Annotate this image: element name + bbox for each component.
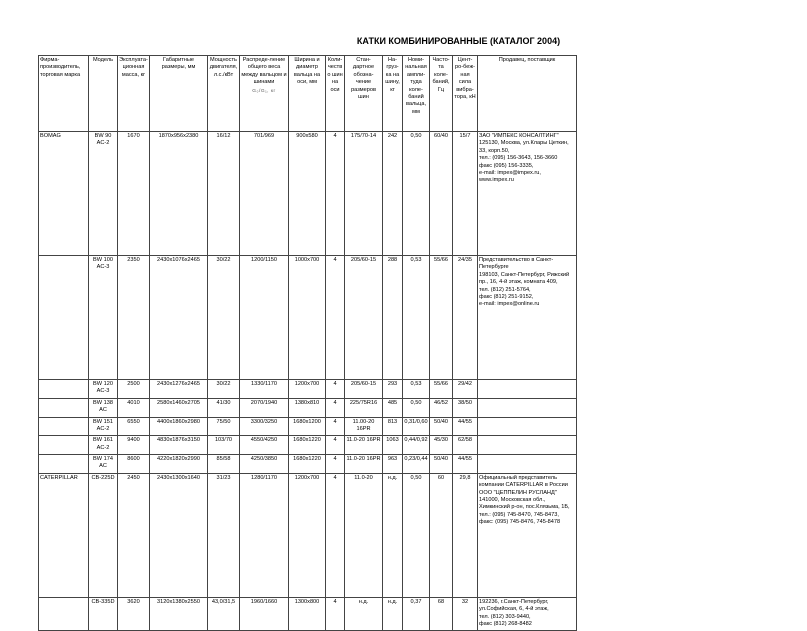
col-header-weight-text: Распреде-ление общего веса между вальцом и шинами xyxy=(241,57,287,86)
cell-drum: 900x580 xyxy=(289,132,326,256)
seller-line: www.impex.ru xyxy=(479,177,514,184)
cell-drum: 1680x1200 xyxy=(289,417,326,436)
cell-mass: 3620 xyxy=(118,597,150,631)
cell-dims: 4220x1820x2990 xyxy=(150,455,208,474)
table-row xyxy=(39,398,577,417)
cell-firm: BOMAG xyxy=(39,132,89,256)
cell-mass: 6550 xyxy=(118,417,150,436)
cell-seller xyxy=(478,473,577,597)
seller-line: 141000, Московская обл., Химкинский р-он, пос.Клязьма, 1Б, xyxy=(479,496,570,511)
page-title: КАТКИ КОМБИНИРОВАННЫЕ (КАТАЛОГ 2004) xyxy=(356,36,561,46)
cell-force: 38/50 xyxy=(453,398,478,417)
cell-dims: 4400x1860x2980 xyxy=(150,417,208,436)
cell-weight: 1330/1170 xyxy=(240,380,289,399)
cell-force: 32 xyxy=(453,597,478,631)
cell-power: 41/30 xyxy=(208,398,240,417)
catalog-table xyxy=(38,55,577,631)
cell-drum: 1380x810 xyxy=(289,398,326,417)
cell-tires: 4 xyxy=(326,132,345,256)
table-row xyxy=(39,455,577,474)
cell-tire-size: 205/60-15 xyxy=(345,256,383,380)
cell-tires: 4 xyxy=(326,473,345,597)
table-row xyxy=(39,417,577,436)
cell-mass: 2500 xyxy=(118,380,150,399)
cell-power: 103/70 xyxy=(208,436,240,455)
cell-model: BW 151 AC-2 xyxy=(89,417,118,436)
cell-load: 485 xyxy=(383,398,403,417)
col-header-tire-size: Стан-дартное обозна-чение размеров шин xyxy=(345,56,383,132)
cell-freq: 68 xyxy=(430,597,453,631)
cell-amplitude: 0,53 xyxy=(403,256,430,380)
cell-dims: 2430x1076x2465 xyxy=(150,256,208,380)
cell-mass: 4010 xyxy=(118,398,150,417)
table-row xyxy=(39,132,577,256)
cell-power: 16/12 xyxy=(208,132,240,256)
table-body xyxy=(39,132,577,631)
cell-power: 30/22 xyxy=(208,256,240,380)
cell-seller xyxy=(478,380,577,399)
cell-tire-size: 11.0-20 xyxy=(345,473,383,597)
cell-load: н.д. xyxy=(383,597,403,631)
cell-dims: 2580x1460x2705 xyxy=(150,398,208,417)
seller-line: Представительство в Санкт-Петербурге xyxy=(479,257,554,271)
header-row xyxy=(39,56,577,132)
cell-dims: 3120x1380x2550 xyxy=(150,597,208,631)
cell-power: 30/22 xyxy=(208,380,240,399)
cell-load: 1063 xyxy=(383,436,403,455)
col-header-drum: Ширина и диаметр вальца на оси, мм xyxy=(289,56,326,132)
cell-mass: 2450 xyxy=(118,473,150,597)
cell-amplitude: 0,50 xyxy=(403,398,430,417)
cell-seller xyxy=(478,132,577,256)
cell-force: 15/7 xyxy=(453,132,478,256)
cell-freq: 46/52 xyxy=(430,398,453,417)
seller-line: тел. (812) 303-9440, xyxy=(479,613,531,620)
cell-load: 293 xyxy=(383,380,403,399)
cell-dims: 2430x1300x1640 xyxy=(150,473,208,597)
cell-firm xyxy=(39,597,89,631)
cell-tires: 4 xyxy=(326,380,345,399)
catalog-table-wrapper xyxy=(38,55,576,627)
seller-line: факс: (095) 745-8476, 745-8478 xyxy=(479,519,561,525)
cell-tire-size: 11.0-20 16PR xyxy=(345,436,383,455)
cell-power: 43,0/31,5 xyxy=(208,597,240,631)
cell-model: CB-335D xyxy=(89,597,118,631)
cell-model: BW 161 AC-2 xyxy=(89,436,118,455)
cell-tires: 4 xyxy=(326,256,345,380)
cell-freq: 45/30 xyxy=(430,436,453,455)
cell-force: 44/55 xyxy=(453,417,478,436)
cell-tire-size: 11.00-20 16PR xyxy=(345,417,383,436)
cell-tires: 4 xyxy=(326,597,345,631)
cell-firm xyxy=(39,455,89,474)
cell-tires: 4 xyxy=(326,417,345,436)
cell-mass: 2350 xyxy=(118,256,150,380)
cell-firm xyxy=(39,436,89,455)
cell-dims: 4830x1876x3150 xyxy=(150,436,208,455)
cell-weight: 1200/1150 xyxy=(240,256,289,380)
cell-power: 75/50 xyxy=(208,417,240,436)
cell-seller xyxy=(478,398,577,417)
cell-load: н.д. xyxy=(383,473,403,597)
cell-mass: 9400 xyxy=(118,436,150,455)
cell-freq: 50/40 xyxy=(430,417,453,436)
table-row xyxy=(39,436,577,455)
cell-weight: 3300/3250 xyxy=(240,417,289,436)
cell-weight: 2070/1940 xyxy=(240,398,289,417)
col-header-mass: Эксплуата-ционная масса, кг xyxy=(118,56,150,132)
cell-tire-size: 11.0-20 16PR xyxy=(345,455,383,474)
cell-dims: 2430x1276x2465 xyxy=(150,380,208,399)
cell-drum: 1680x1220 xyxy=(289,455,326,474)
cell-drum: 1300x800 xyxy=(289,597,326,631)
col-header-weight xyxy=(240,56,289,132)
cell-freq: 55/66 xyxy=(430,256,453,380)
cell-model: BW 90 AC-2 xyxy=(89,132,118,256)
cell-drum: 1200x700 xyxy=(289,380,326,399)
cell-load: 813 xyxy=(383,417,403,436)
seller-line: факс (812) 251-9152, xyxy=(479,293,534,300)
col-header-seller: Продавец, поставщик xyxy=(478,56,577,132)
cell-tire-size: н.д. xyxy=(345,597,383,631)
cell-seller xyxy=(478,597,577,631)
cell-force: 44/55 xyxy=(453,455,478,474)
cell-model: CB-225D xyxy=(89,473,118,597)
cell-power: 31/23 xyxy=(208,473,240,597)
seller-line: e-mail: impex@online.ru xyxy=(479,301,540,308)
cell-seller xyxy=(478,256,577,380)
cell-tire-size: 225/75R16 xyxy=(345,398,383,417)
cell-amplitude: 0,50 xyxy=(403,473,430,597)
cell-weight: 4550/4250 xyxy=(240,436,289,455)
cell-load: 242 xyxy=(383,132,403,256)
table-row xyxy=(39,597,577,631)
cell-power: 85/58 xyxy=(208,455,240,474)
cell-tires: 4 xyxy=(326,455,345,474)
seller-line: e-mail: impex@impex.ru, xyxy=(479,169,541,176)
cell-tires: 4 xyxy=(326,436,345,455)
cell-weight: 701/969 xyxy=(240,132,289,256)
table-row xyxy=(39,256,577,380)
cell-model: BW 174 AC xyxy=(89,455,118,474)
col-header-power: Мощность двигателя, л.с./кВт xyxy=(208,56,240,132)
seller-line: тел.: (095) 156-3643, 156-3660 xyxy=(479,155,558,162)
cell-force: 29,8 xyxy=(453,473,478,597)
cell-weight: 1280/1170 xyxy=(240,473,289,597)
cell-drum: 1000x700 xyxy=(289,256,326,380)
cell-load: 963 xyxy=(383,455,403,474)
cell-amplitude: 0,44/0,92 xyxy=(403,436,430,455)
cell-tires: 4 xyxy=(326,398,345,417)
seller-line: факс (812) 268-8482 xyxy=(479,620,532,627)
seller-line: тел.: (095) 745-8470, 745-8473, xyxy=(479,511,559,518)
cell-force: 24/35 xyxy=(453,256,478,380)
cell-freq: 60 xyxy=(430,473,453,597)
cell-seller xyxy=(478,417,577,436)
cell-firm xyxy=(39,417,89,436)
cell-freq: 60/40 xyxy=(430,132,453,256)
cell-load: 288 xyxy=(383,256,403,380)
table-row xyxy=(39,473,577,597)
col-header-force: Цент-ро-беж-ная сила вибра-тора, кН xyxy=(453,56,478,132)
weight-formula: G₀/G₁, кг xyxy=(252,88,276,94)
seller-line: ЗАО "ИМПЕКС КОНСАЛТИНГ" xyxy=(479,133,559,139)
cell-amplitude: 0,23/0,44 xyxy=(403,455,430,474)
seller-line: Официальный представитель компании CATERPILLAR в России ООО "ЦЕППЕЛИН РУСЛАНД" xyxy=(479,474,568,496)
cell-firm: CATERPILLAR xyxy=(39,473,89,597)
cell-model: BW 138 AC xyxy=(89,398,118,417)
cell-model: BW 100 AC-3 xyxy=(89,256,118,380)
col-header-freq: Часто-та коле-баний, Гц xyxy=(430,56,453,132)
cell-model: BW 120 AC-3 xyxy=(89,380,118,399)
cell-seller xyxy=(478,436,577,455)
seller-line: 125130, Москва, ул.Клары Цеткин, 33, корп.50, xyxy=(479,140,569,154)
col-header-firm: Фирма-производитель, торговая марка xyxy=(39,56,89,132)
col-header-tires: Коли-чество шин на оси xyxy=(326,56,345,132)
cell-drum: 1680x1220 xyxy=(289,436,326,455)
col-header-load: На-груз-ка на шину, кг xyxy=(383,56,403,132)
seller-line: 192236, г.Санкт-Петербург, ул.Софийская, 6, 4-й этаж, xyxy=(479,598,549,613)
cell-dims: 1870x956x2380 xyxy=(150,132,208,256)
cell-firm xyxy=(39,398,89,417)
cell-mass: 8600 xyxy=(118,455,150,474)
seller-line: 198103, Санкт-Петербург, Рижский пр., 16, 4-й этаж, комната 409, xyxy=(479,271,570,286)
cell-firm xyxy=(39,380,89,399)
cell-freq: 55/66 xyxy=(430,380,453,399)
cell-amplitude: 0,53 xyxy=(403,380,430,399)
cell-mass: 1670 xyxy=(118,132,150,256)
cell-amplitude: 0,50 xyxy=(403,132,430,256)
col-header-dims: Габаритные размеры, мм xyxy=(150,56,208,132)
cell-tire-size: 175/70-14 xyxy=(345,132,383,256)
table-row xyxy=(39,380,577,399)
cell-freq: 50/40 xyxy=(430,455,453,474)
col-header-model: Модель xyxy=(89,56,118,132)
cell-amplitude: 0,31/0,60 xyxy=(403,417,430,436)
cell-amplitude: 0,37 xyxy=(403,597,430,631)
seller-line: факс (095) 156-3335, xyxy=(479,162,534,169)
cell-drum: 1200x700 xyxy=(289,473,326,597)
seller-line: тел. (812) 251-5764, xyxy=(479,286,531,293)
cell-force: 29/42 xyxy=(453,380,478,399)
cell-weight: 1960/1660 xyxy=(240,597,289,631)
cell-weight: 4250/3850 xyxy=(240,455,289,474)
col-header-amplitude: Номи-нальная ампли-туда коле-баний вальца, мм xyxy=(403,56,430,132)
cell-firm xyxy=(39,256,89,380)
cell-seller xyxy=(478,455,577,474)
cell-tire-size: 205/60-15 xyxy=(345,380,383,399)
cell-force: 62/58 xyxy=(453,436,478,455)
